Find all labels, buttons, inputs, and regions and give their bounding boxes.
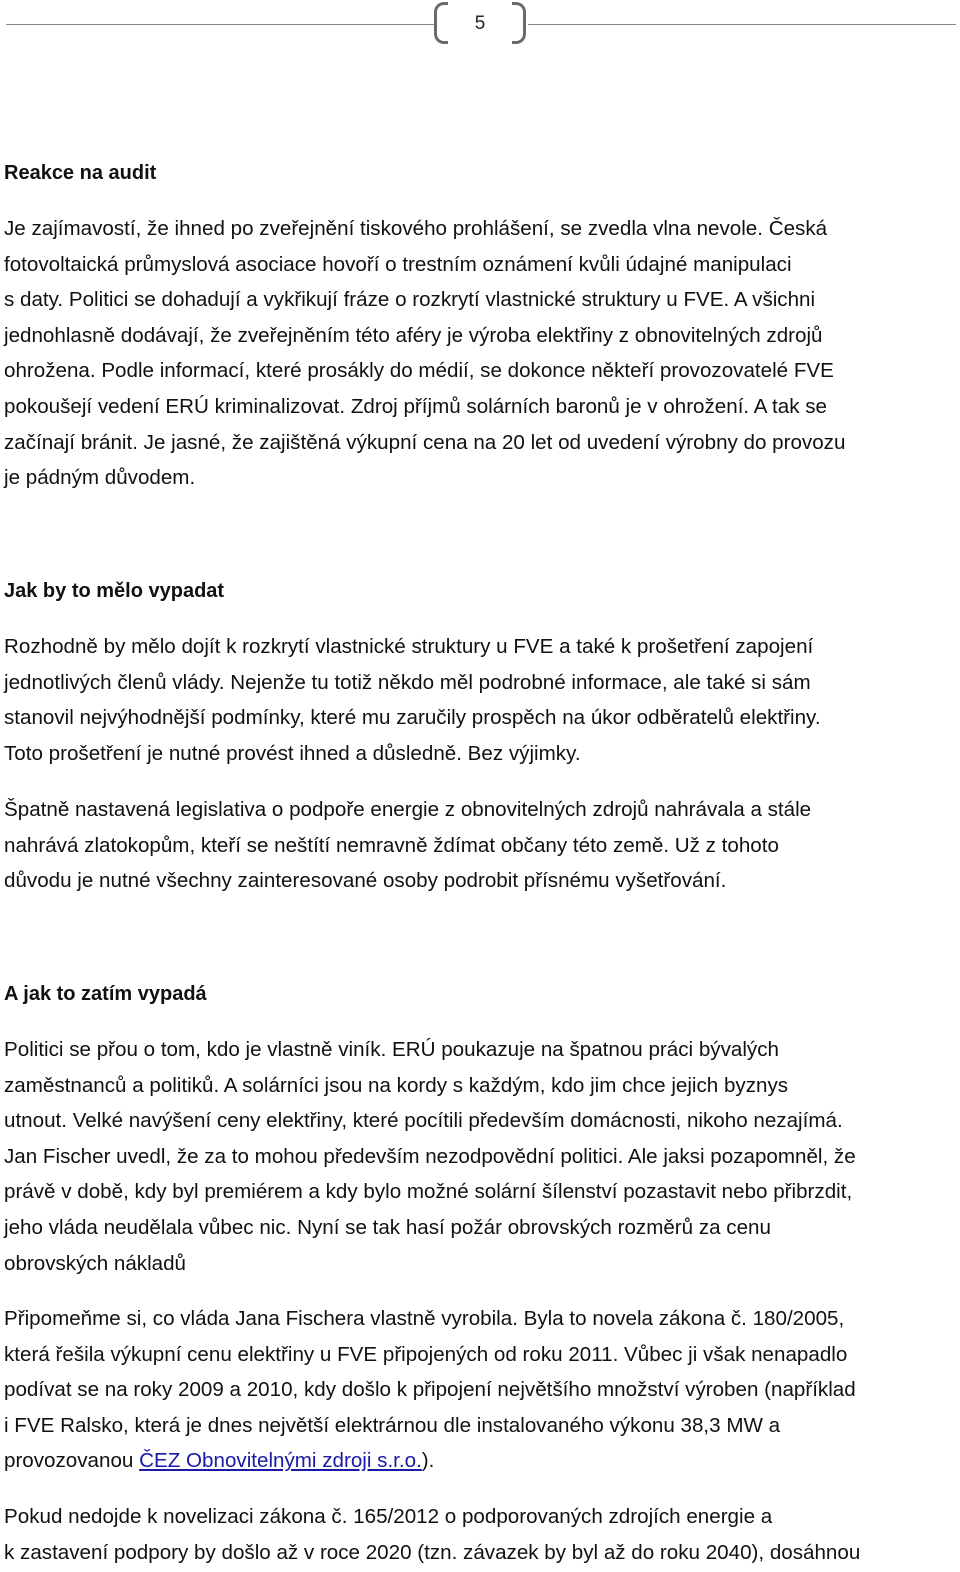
text-line: důvodu je nutné všechny zainteresované osoby podrobit přísnému vyšetřování. [4, 869, 727, 893]
text-line: Je zajímavostí, že ihned po zveřejnění tiskového prohlášení, se zvedla vlna nevole. Česká [4, 217, 828, 240]
right-brace-icon [512, 2, 526, 44]
text-line: Jan Fischer uvedl, že za to mohou především nezodpovědní politici. Ale jaksi pozapomněl, že [4, 1144, 856, 1168]
paragraph [4, 1499, 959, 1570]
text-line: podívat se na roky 2009 a 2010, kdy došlo k připojení největšího množství výroben (například [4, 1378, 856, 1402]
cez-obnovitelne-zdroje-link[interactable]: ČEZ Obnovitelnými zdroji s.r.o. [139, 1449, 422, 1473]
text-line: zaměstnanců a politiků. A solárníci jsou na kordy s každým, kdo jim chce jejich byznys [4, 1073, 789, 1097]
paragraph [4, 629, 959, 771]
paragraph [4, 211, 959, 496]
text-line: jeho vláda neudělala vůbec nic. Nyní se tak hasí požár obrovských rozměrů za cenu [4, 1215, 771, 1239]
text-line: právě v době, kdy byl premiérem a kdy bylo možné solární šílenství pozastavit nebo přibrzdit, [4, 1180, 853, 1204]
text-line: obrovských nákladů [4, 1251, 187, 1275]
text-line: Politici se přou o tom, kdo je vlastně viník. ERÚ poukazuje na špatnou práci bývalých [4, 1038, 779, 1061]
text-line: k zastavení podpory by došlo až v roce 2020 (tzn. závazek by byl až do roku 2040), dosáhnou [4, 1540, 861, 1564]
text-line: utnout. Velké navýšení ceny elektřiny, které pocítili především domácnosti, nikoho nezajímá. [4, 1109, 843, 1133]
paragraph [4, 1301, 959, 1479]
text-line-with-link [4, 1443, 959, 1479]
text-line: začínají bránit. Je jasné, že zajištěná výkupní cena na 20 let od uvedení výrobny do provozu [4, 430, 846, 454]
text-line: fotovoltaická průmyslová asociace hovoří o trestním oznámení kvůli údajné manipulaci [4, 252, 792, 276]
page-number: 5 [474, 13, 486, 34]
text-line: Rozhodně by mělo dojít k rozkrytí vlastnické struktury u FVE a také k prošetření zapojení [4, 635, 814, 658]
text-line: s daty. Politici se dohadují a vykřikují fráze o rozkrytí vlastnické struktury u FVE. A všichni [4, 288, 816, 312]
text-line: nahrává zlatokopům, kteří se neštítí nemravně ždímat občany této země. Už z tohoto [4, 833, 779, 857]
text-line: Špatně nastavená legislativa o podpoře energie z obnovitelných zdrojů nahrávala a stále [4, 798, 812, 821]
header-rule-left [6, 24, 434, 25]
section-heading-jak-by-to-melo: Jak by to mělo vypadat [4, 580, 225, 602]
link-suffix: ). [421, 1449, 435, 1473]
header-rule-right [528, 24, 956, 25]
text-line: jednotlivých členů vlády. Nejenže tu totiž někdo měl podrobné informace, ale také si sám [4, 670, 811, 694]
text-line: je pádným důvodem. [4, 466, 196, 490]
paragraph [4, 1032, 959, 1281]
text-line: Pokud nedojde k novelizaci zákona č. 165/2012 o podporovaných zdrojích energie a [4, 1505, 773, 1528]
text-line: která řešila výkupní cenu elektřiny u FVE připojených od roku 2011. Vůbec ji však nenapadlo [4, 1342, 848, 1366]
text-line: pokoušejí vedení ERÚ kriminalizovat. Zdroj příjmů solárních baronů je v ohrožení. A tak se [4, 394, 828, 418]
link-prefix: provozovanou [4, 1449, 140, 1473]
text-line: stanovil nejvýhodnější podmínky, které mu zaručily prospěch na úkor odběratelů elektřiny. [4, 706, 821, 730]
text-line: i FVE Ralsko, která je dnes největší elektrárnou dle instalovaného výkonu 38,3 MW a [4, 1413, 781, 1437]
text-line: jednohlasně dodávají, že zveřejněním této aféry je výroba elektřiny z obnovitelných zdrojů [4, 323, 823, 347]
text-line: ohrožena. Podle informací, které prosákly do médií, se dokonce někteří provozovatelé FVE [4, 359, 834, 383]
paragraph [4, 792, 959, 899]
section-heading-reakce: Reakce na audit [4, 162, 157, 184]
text-line: Připomeňme si, co vláda Jana Fischera vlastně vyrobila. Byla to novela zákona č. 180/2005, [4, 1307, 845, 1330]
section-heading-a-jak-to-zatim: A jak to zatím vypadá [4, 983, 207, 1005]
text-line: Toto prošetření je nutné provést ihned a důsledně. Bez výjimky. [4, 741, 581, 765]
left-brace-icon [434, 2, 448, 44]
page-header [0, 0, 960, 50]
